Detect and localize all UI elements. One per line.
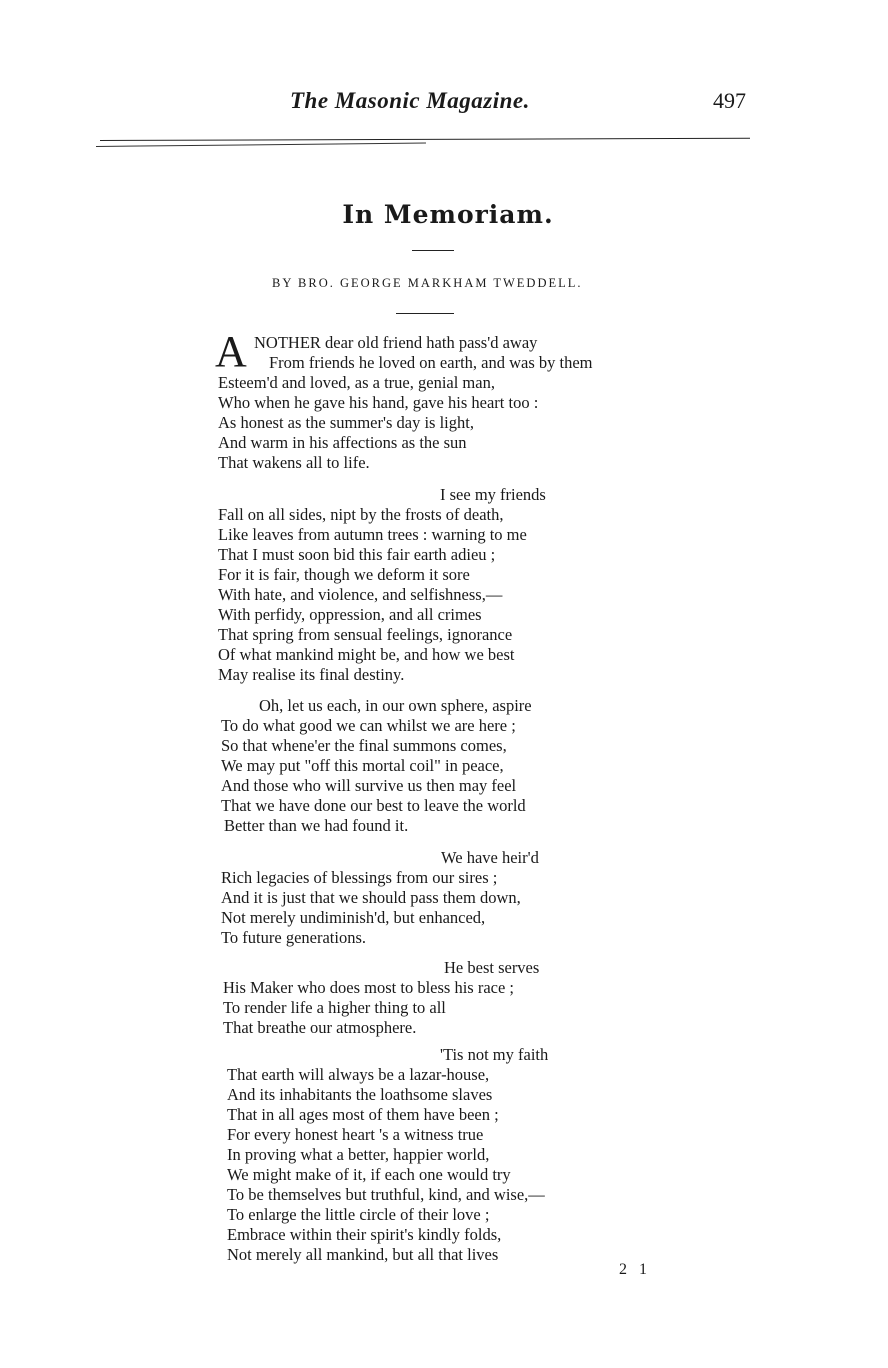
- poem-line: To enlarge the little circle of their love ;: [227, 1205, 490, 1224]
- byline: BY BRO. GEORGE MARKHAM TWEDDELL.: [272, 276, 583, 290]
- poem-line: So that whene'er the final summons comes,: [221, 736, 507, 755]
- poem-line: I see my friends: [440, 485, 546, 504]
- poem-line: And it is just that we should pass them down,: [221, 888, 521, 907]
- poem-line: He best serves: [444, 958, 540, 977]
- poem-line: With hate, and violence, and selfishness,—: [218, 585, 503, 604]
- poem-line: To future generations.: [221, 928, 367, 947]
- poem-line: For every honest heart 's a witness true: [227, 1125, 484, 1144]
- poem-line: NOTHER dear old friend hath pass'd away: [254, 333, 538, 352]
- poem-line: For it is fair, though we deform it sore: [218, 565, 470, 584]
- poem-line: That spring from sensual feelings, ignorance: [218, 625, 513, 644]
- poem-line: With perfidy, oppression, and all crimes: [218, 605, 482, 624]
- poem-line: That we have done our best to leave the world: [221, 796, 526, 815]
- poem-line: May realise its final destiny.: [218, 665, 405, 684]
- poem-line: We may put "off this mortal coil" in peace,: [221, 756, 504, 775]
- poem-line: And its inhabitants the loathsome slaves: [227, 1085, 493, 1104]
- poem-line: Who when he gave his hand, gave his heart too :: [218, 393, 539, 412]
- poem-line: Of what mankind might be, and how we best: [218, 645, 515, 664]
- poem-line: Not merely undiminish'd, but enhanced,: [221, 908, 486, 927]
- page-number: 497: [713, 88, 746, 113]
- poem-line: Embrace within their spirit's kindly folds,: [227, 1225, 502, 1244]
- poem-line: That breathe our atmosphere.: [223, 1018, 417, 1037]
- drop-cap: A: [215, 327, 247, 376]
- poem-line: Oh, let us each, in our own sphere, aspire: [259, 696, 532, 715]
- poem-line: To do what good we can whilst we are here ;: [221, 716, 516, 735]
- poem-line: In proving what a better, happier world,: [227, 1145, 490, 1164]
- poem-line: Better than we had found it.: [224, 816, 409, 835]
- poem-line: To be themselves but truthful, kind, and wise,—: [227, 1185, 545, 1204]
- poem-line: That I must soon bid this fair earth adieu ;: [218, 545, 496, 564]
- poem-line: From friends he loved on earth, and was by them: [269, 353, 593, 372]
- poem-line: That earth will always be a lazar-house,: [227, 1065, 490, 1084]
- journal-title: The Masonic Magazine.: [290, 88, 530, 113]
- poem-title: In Memoriam.: [342, 200, 554, 229]
- poem-line: And warm in his affections as the sun: [218, 433, 467, 452]
- poem-line: Fall on all sides, nipt by the frosts of death,: [218, 505, 504, 524]
- poem-line: Rich legacies of blessings from our sires ;: [221, 868, 498, 887]
- poem-line: His Maker who does most to bless his race ;: [223, 978, 514, 997]
- poem-line: To render life a higher thing to all: [223, 998, 446, 1017]
- signature-mark: 2 1: [619, 1261, 651, 1278]
- poem-line: We have heir'd: [441, 848, 539, 867]
- poem-line: Esteem'd and loved, as a true, genial man,: [218, 373, 495, 392]
- poem-line: We might make of it, if each one would try: [227, 1165, 511, 1184]
- poem-line: 'Tis not my faith: [440, 1045, 549, 1064]
- poem-line: Like leaves from autumn trees : warning to me: [218, 525, 527, 544]
- poem-line: As honest as the summer's day is light,: [218, 413, 474, 432]
- poem-line: And those who will survive us then may feel: [221, 776, 517, 795]
- poem-line: Not merely all mankind, but all that lives: [227, 1245, 499, 1264]
- poem-line: That in all ages most of them have been ;: [227, 1105, 499, 1124]
- poem-line: That wakens all to life.: [218, 453, 370, 472]
